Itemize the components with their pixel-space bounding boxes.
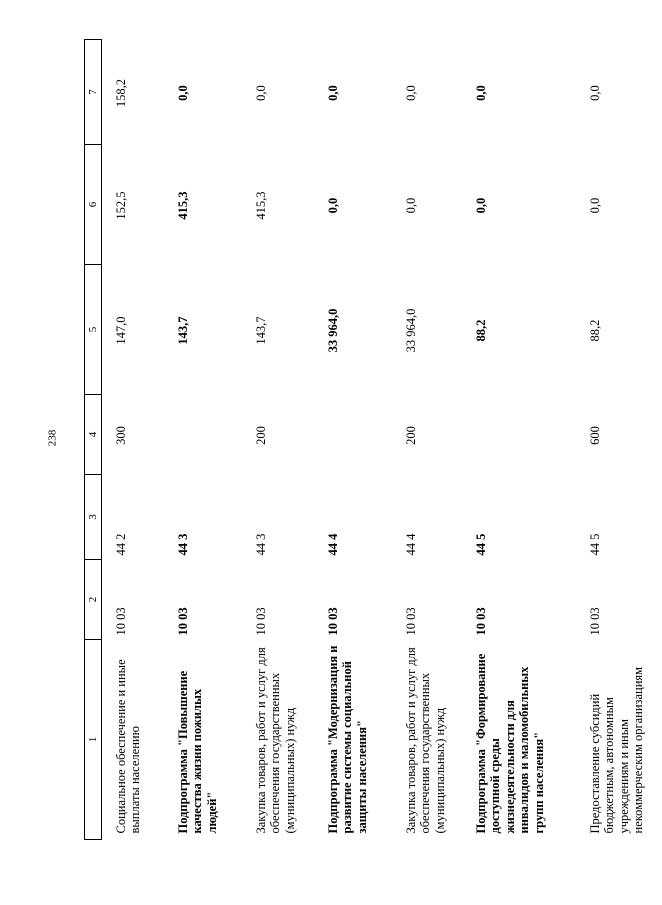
row-v5: 147,0 (114, 316, 128, 345)
row-v5: 33 964,0 (326, 308, 340, 353)
row-v5: 143,7 (254, 316, 268, 345)
row-vr (462, 395, 576, 475)
table-row (392, 40, 462, 840)
row-v5: 88,2 (588, 319, 602, 342)
row-rz: 10 03 (114, 607, 128, 636)
header-col-7: 7 (85, 40, 102, 145)
row-v6: 0,0 (474, 197, 488, 214)
header-col-5: 5 (85, 265, 102, 395)
page-number: 238 (46, 429, 59, 447)
row-name: Закупка товаров, работ и услуг для обеспечения государственных (муниципальных) нужд (254, 647, 297, 834)
header-col-3: 3 (85, 475, 102, 560)
row-rz: 10 03 (326, 607, 340, 636)
row-rz: 10 03 (254, 607, 268, 636)
row-v6: 415,3 (176, 191, 190, 220)
row-name: Социальное обеспечение и иные выплаты населению (114, 659, 143, 834)
row-vr: 300 (114, 426, 128, 445)
row-v7: 0,0 (176, 85, 190, 101)
budget-table-wrapper (84, 40, 646, 840)
row-cs: 44 2 (114, 533, 128, 556)
header-col-4: 4 (85, 395, 102, 475)
row-cs: 44 4 (326, 533, 340, 556)
row-vr: 600 (588, 426, 602, 445)
table-header-row (85, 40, 102, 840)
row-name: Подпрограмма "Повышение качества жизни пожилых людей" (176, 670, 219, 834)
row-cs: 44 3 (176, 533, 190, 556)
row-name: Закупка товаров, работ и услуг для обеспечения государственных (муниципальных) нужд (404, 647, 447, 834)
row-name: Подпрограмма "Формирование доступной среды жизнедеятельности для инвалидов и маломобильных групп населения" (474, 653, 546, 834)
row-v6: 415,3 (254, 191, 268, 220)
row-v5: 33 964,0 (404, 308, 418, 353)
row-rz: 10 03 (588, 607, 602, 636)
row-v5: 88,2 (474, 319, 488, 342)
table-row (314, 40, 392, 840)
row-vr (164, 395, 242, 475)
header-col-2: 2 (85, 560, 102, 640)
row-v7: 0,0 (404, 85, 418, 101)
row-cs: 44 5 (474, 533, 488, 556)
row-v7: 0,0 (474, 85, 488, 101)
row-vr (314, 395, 392, 475)
row-rz: 10 03 (474, 607, 488, 636)
row-v6: 0,0 (404, 197, 418, 214)
row-cs: 44 5 (588, 533, 602, 556)
row-v7: 0,0 (254, 85, 268, 101)
row-vr: 200 (254, 426, 268, 445)
row-v7: 0,0 (588, 85, 602, 101)
table-row (576, 40, 662, 840)
table-row (462, 40, 576, 840)
row-name: Подпрограмма "Модернизация и развитие системы социальной защиты населения" (326, 645, 369, 834)
row-v5: 143,7 (176, 316, 190, 345)
row-name: Предоставление субсидий бюджетным, автономным учреждениям и иным некоммерческим организациям (588, 666, 646, 834)
row-v7: 0,0 (326, 85, 340, 101)
header-col-6: 6 (85, 145, 102, 265)
row-v6: 152,5 (114, 191, 128, 220)
row-cs: 44 3 (254, 533, 268, 556)
budget-table (84, 39, 662, 840)
row-cs: 44 4 (404, 533, 418, 556)
table-row (242, 40, 314, 840)
table-row (164, 40, 242, 840)
row-v6: 0,0 (588, 197, 602, 214)
header-col-1: 1 (85, 640, 102, 840)
row-rz: 10 03 (176, 607, 190, 636)
row-vr: 200 (404, 426, 418, 445)
table-row (102, 40, 165, 840)
row-v7: 158,2 (114, 78, 128, 108)
row-rz: 10 03 (404, 607, 418, 636)
budget-table-rotated (84, 40, 646, 840)
row-v6: 0,0 (326, 197, 340, 214)
